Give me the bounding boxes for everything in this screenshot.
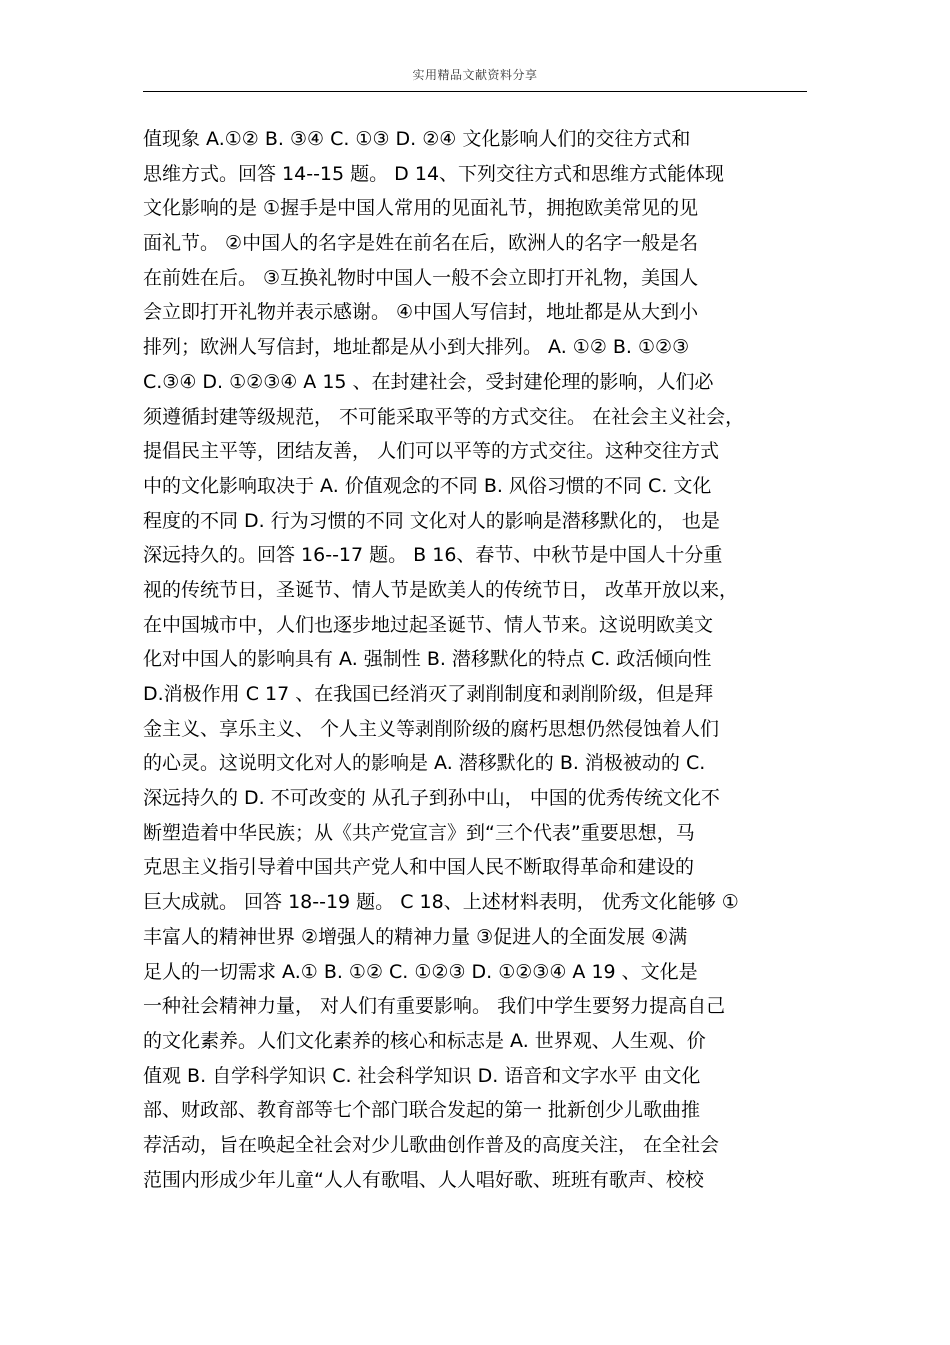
text-line: C.③④ D. ①②③④ A 15 、在封建社会，受封建伦理的影响，人们必 bbox=[143, 370, 714, 393]
text-line: 深远持久的。回答 16--17 题。 B 16、春节、中秋节是中国人十分重 bbox=[143, 544, 723, 567]
text-line: 的文化素养。人们文化素养的核心和标志是 A. 世界观、人生观、价 bbox=[143, 1029, 706, 1052]
text-line: 深远持久的 D. 不可改变的 从孔子到孙中山， 中国的优秀传统文化不 bbox=[143, 787, 720, 810]
text-line: 在中国城市中，人们也逐步地过起圣诞节、情人节来。这说明欧美文 bbox=[143, 613, 714, 636]
text-line: 断塑造着中华民族；从《共产党宣言》到“三个代表”重要思想，马 bbox=[143, 821, 695, 844]
text-line: 排列；欧洲人写信封，地址都是从小到大排列。 A. ①② B. ①②③ bbox=[143, 336, 690, 359]
text-line: 一种社会精神力量， 对人们有重要影响。 我们中学生要努力提高自己 bbox=[143, 995, 726, 1018]
text-line: 中的文化影响取决于 A. 价值观念的不同 B. 风俗习惯的不同 C. 文化 bbox=[143, 474, 712, 497]
text-line: 会立即打开礼物并表示感谢。 ④中国人写信封，地址都是从大到小 bbox=[143, 301, 699, 324]
text-line: 的心灵。这说明文化对人的影响是 A. 潜移默化的 B. 消极被动的 C. bbox=[143, 752, 706, 775]
text-line: 提倡民主平等，团结友善， 人们可以平等的方式交往。这种交往方式 bbox=[143, 440, 720, 463]
text-line: D.消极作用 C 17 、在我国已经消灭了剥削制度和剥削阶级，但是拜 bbox=[143, 683, 714, 705]
document-body bbox=[143, 122, 813, 1197]
text-line: 程度的不同 D. 行为习惯的不同 文化对人的影响是潜移默化的， 也是 bbox=[143, 509, 720, 532]
page-header: 实用精品文献资料分享 bbox=[412, 68, 538, 82]
text-line: 值观 B. 自学科学知识 C. 社会科学知识 D. 语音和文字水平 由文化 bbox=[143, 1064, 701, 1087]
text-line: 克思主义指引导着中国共产党人和中国人民不断取得革命和建设的 bbox=[143, 856, 695, 879]
text-line: 思维方式。回答 14--15 题。 D 14、下列交往方式和思维方式能体现 bbox=[143, 162, 725, 185]
text-line: 视的传统节日，圣诞节、情人节是欧美人的传统节日， 改革开放以来， bbox=[143, 578, 739, 601]
text-line: 文化影响的是 ①握手是中国人常用的见面礼节，拥抱欧美常见的见 bbox=[143, 197, 699, 220]
text-line: 荐活动，旨在唤起全社会对少儿歌曲创作普及的高度关注， 在全社会 bbox=[143, 1133, 720, 1156]
text-line: 金主义、享乐主义、 个人主义等剥削阶级的腐朽思想仍然侵蚀着人们 bbox=[143, 717, 720, 740]
text-line: 范围内形成少年儿童“人人有歌唱、人人唱好歌、班班有歌声、校校 bbox=[143, 1168, 704, 1191]
header-divider bbox=[143, 91, 807, 92]
text-line: 面礼节。 ②中国人的名字是姓在前名在后，欧洲人的名字一般是名 bbox=[143, 232, 699, 255]
text-line: 须遵循封建等级规范， 不可能采取平等的方式交往。 在社会主义社会， bbox=[143, 405, 745, 428]
text-line: 化对中国人的影响具有 A. 强制性 B. 潜移默化的特点 C. 政活倾向性 bbox=[143, 648, 712, 671]
text-line: 足人的一切需求 A.① B. ①② C. ①②③ D. ①②③④ A 19 、文化是 bbox=[143, 960, 698, 983]
text-line: 巨大成就。 回答 18--19 题。 C 18、上述材料表明， 优秀文化能够 ① bbox=[143, 891, 739, 914]
text-line: 在前姓在后。 ③互换礼物时中国人一般不会立即打开礼物，美国人 bbox=[143, 266, 699, 289]
text-line: 部、财政部、教育部等七个部门联合发起的第一 批新创少儿歌曲推 bbox=[143, 1099, 701, 1122]
text-line: 值现象 A.①② B. ③④ C. ①③ D. ②④ 文化影响人们的交往方式和 bbox=[143, 128, 691, 150]
text-line: 丰富人的精神世界 ②增强人的精神力量 ③促进人的全面发展 ④满 bbox=[143, 925, 688, 948]
